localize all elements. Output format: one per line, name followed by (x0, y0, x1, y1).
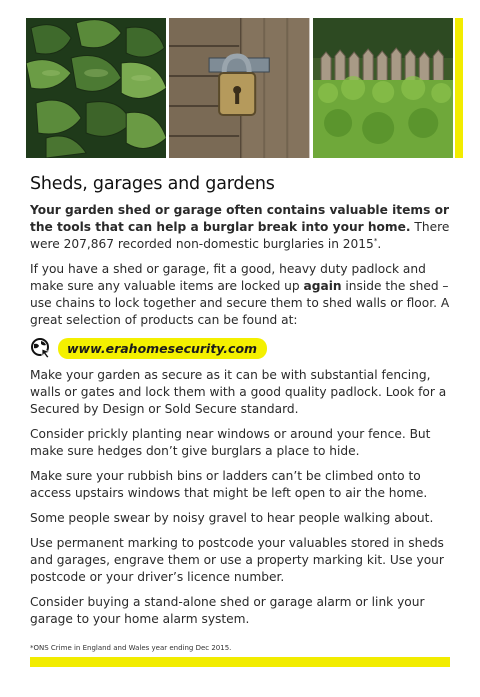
bottom-yellow-bar (30, 657, 450, 667)
intro-rest: There were 207,867 recorded non-domestic burglaries in 2015 (30, 220, 450, 251)
website-link-row (30, 337, 450, 359)
fence-hedge-photo (313, 18, 453, 158)
intro-lead: Your garden shed or garage often contains valuable items or the tools that can help a burglar break into your home. (30, 203, 449, 234)
yellow-accent-tab (455, 18, 463, 158)
holly-photo (26, 18, 166, 158)
footnote: *ONS Crime in England and Wales year ending Dec 2015. (30, 644, 232, 652)
intro-end: . (377, 237, 382, 251)
main-content (30, 176, 450, 657)
body-paragraph-marking: Use permanent marking to postcode your valuables stored in sheds and garages, engrave them or use a property marking kit. Use your postcode or your driver’s licence number. (30, 536, 444, 584)
intro-paragraph (30, 202, 450, 253)
padlock-text-1: If you have a shed or garage, fit a good, heavy duty padlock and make sure any valuable items are locked up (30, 262, 426, 293)
body-paragraph-alarm: Consider buying a stand-alone shed or garage alarm or link your garage to your home alarm system. (30, 595, 425, 626)
body-paragraph-bins: Make sure your rubbish bins or ladders can’t be climbed onto to access upstairs windows that might be left open to air the home. (30, 469, 428, 500)
padlock-photo (169, 18, 309, 158)
body-paragraph-gravel: Some people swear by noisy gravel to hear people walking about. (30, 511, 434, 525)
padlock-emphasis: again (303, 279, 342, 293)
body-paragraph-planting: Consider prickly planting near windows or around your fence. But make sure hedges don’t give burglars a place to hide. (30, 427, 431, 458)
header-photo-strip (26, 18, 453, 158)
padlock-text-2: inside the shed – use chains to lock together and secure them to shed walls or floor. A great selection of products can be found at: (30, 279, 450, 327)
page-heading: Sheds, garages and gardens (30, 174, 275, 194)
footnote-marker: * (373, 237, 378, 245)
padlock-paragraph (30, 261, 450, 329)
globe-cursor-icon (30, 337, 52, 359)
body-paragraph-fencing: Make your garden as secure as it can be with substantial fencing, walls or gates and lock them with a good quality padlock. Look for a Secured by Design or Sold Secure standard. (30, 368, 447, 416)
website-link[interactable]: www.erahomesecurity.com (58, 338, 267, 359)
